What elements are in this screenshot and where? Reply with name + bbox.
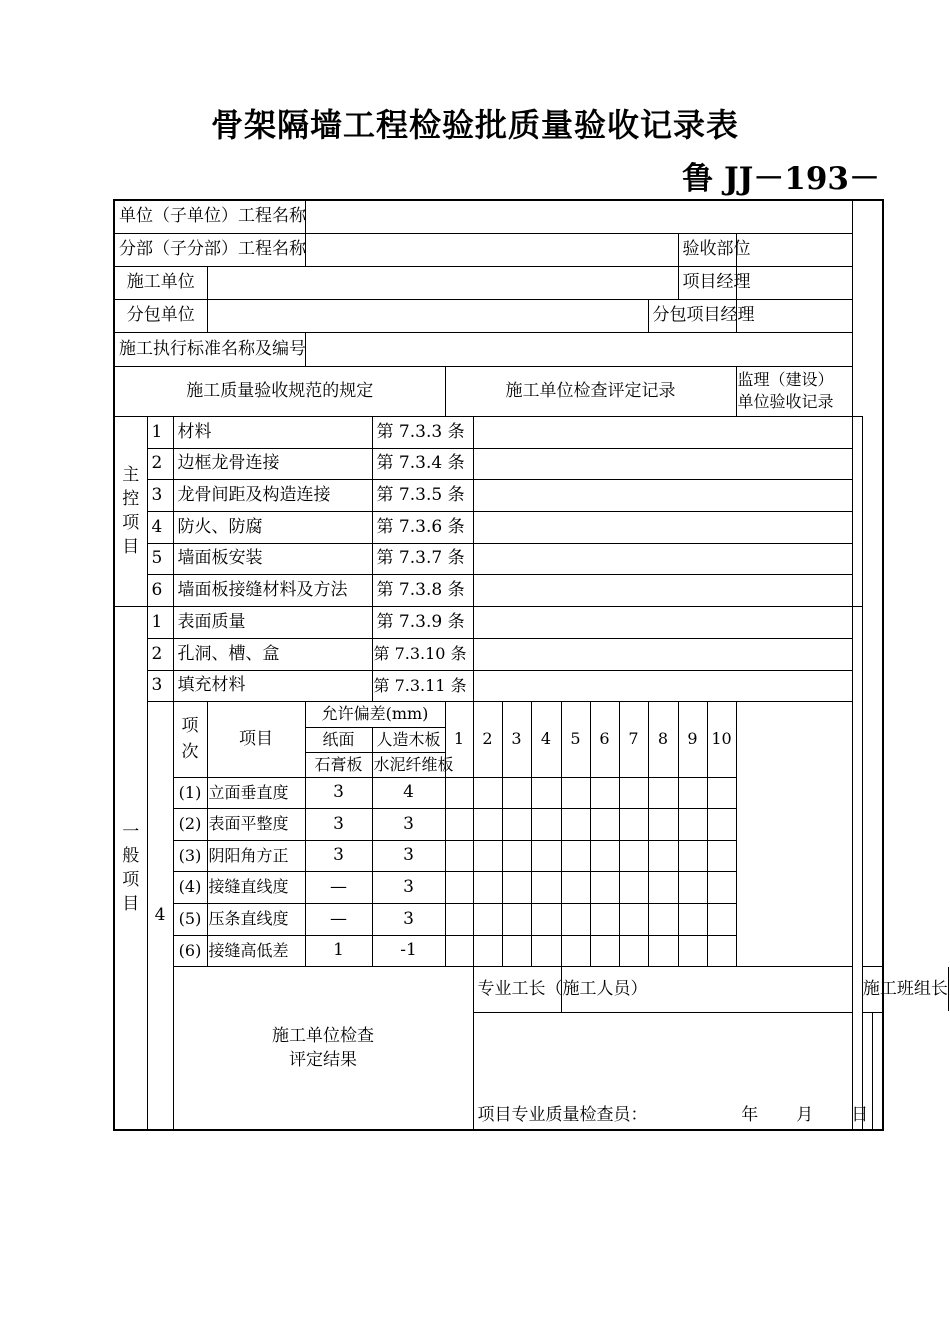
team-leader-label: 施工班组长 <box>863 967 949 1011</box>
subcontractor-field[interactable] <box>207 299 648 332</box>
day-label: 日 <box>851 1105 869 1125</box>
inspector-signature-area[interactable] <box>473 1012 873 1130</box>
measure-cell[interactable] <box>531 935 561 966</box>
main-items-group-label <box>114 416 147 606</box>
main-item-name: 防火、防腐 <box>173 511 372 543</box>
measure-cell[interactable] <box>473 935 502 966</box>
main-item-no: 3 <box>147 479 173 511</box>
measure-cell[interactable] <box>619 777 648 808</box>
main-item-name: 材料 <box>173 416 372 448</box>
form-title: 骨架隔墙工程检验批质量验收记录表 <box>210 106 739 144</box>
measure-cell[interactable] <box>473 777 502 808</box>
main-item-check-cell[interactable] <box>473 479 852 511</box>
measure-cell[interactable] <box>678 840 707 871</box>
main-item-check-cell[interactable] <box>473 416 852 448</box>
deviation-item-name: 表面平整度 <box>207 808 305 840</box>
deviation-item-name: 接缝高低差 <box>207 935 305 966</box>
measure-cell[interactable] <box>561 935 590 966</box>
deviation-seq: (3) <box>173 840 207 871</box>
main-item-no: 2 <box>147 448 173 479</box>
unit-name-label: 单位（子单位）工程名称 <box>114 200 305 233</box>
measure-cell[interactable] <box>678 808 707 840</box>
main-item-clause: 第 7.3.8 条 <box>372 574 473 606</box>
gypsum-board-value: — <box>305 871 372 903</box>
main-item-clause: 第 7.3.6 条 <box>372 511 473 543</box>
result-label-line1: 施工单位检查 <box>272 1025 374 1046</box>
measure-cell[interactable] <box>648 935 678 966</box>
gypsum-board-value: 3 <box>305 808 372 840</box>
main-item-no: 6 <box>147 574 173 606</box>
measure-cell[interactable] <box>445 808 473 840</box>
point-heading: 5 <box>561 701 590 777</box>
general-item-check-cell[interactable] <box>473 670 852 701</box>
deviation-item-name: 阴阳角方正 <box>207 840 305 871</box>
general-item-check-cell[interactable] <box>473 638 852 670</box>
measure-cell[interactable] <box>678 903 707 935</box>
measure-cell[interactable] <box>707 903 736 935</box>
deviation-item-name: 接缝直线度 <box>207 871 305 903</box>
result-label-line2: 评定结果 <box>289 1049 357 1070</box>
deviation-seq: (6) <box>173 935 207 966</box>
measure-cell[interactable] <box>648 903 678 935</box>
spec-column-heading: 施工质量验收规范的规定 <box>114 366 445 416</box>
subdivision-name-field[interactable] <box>305 233 678 266</box>
measure-cell[interactable] <box>648 777 678 808</box>
acceptance-part-field[interactable] <box>736 233 852 266</box>
general-item-clause: 第 7.3.10 条 <box>372 638 473 670</box>
general-items-group-label <box>114 606 147 1130</box>
gypsum-board-value: 1 <box>305 935 372 966</box>
main-item-no: 5 <box>147 543 173 574</box>
measure-cell[interactable] <box>648 840 678 871</box>
main-item-clause: 第 7.3.3 条 <box>372 416 473 448</box>
gypsum-board-heading-line2: 石膏板 <box>305 752 372 777</box>
main-item-check-cell[interactable] <box>473 574 852 606</box>
general-item-name: 表面质量 <box>173 606 372 638</box>
measure-cell[interactable] <box>473 840 502 871</box>
project-manager-label: 项目经理 <box>678 266 736 299</box>
measure-cell[interactable] <box>445 777 473 808</box>
gypsum-board-value: 3 <box>305 840 372 871</box>
main-item-name: 墙面板接缝材料及方法 <box>173 574 372 606</box>
main-item-name: 龙骨间距及构造连接 <box>173 479 372 511</box>
measure-cell[interactable] <box>590 903 619 935</box>
main-item-clause: 第 7.3.4 条 <box>372 448 473 479</box>
point-heading: 7 <box>619 701 648 777</box>
deviation-item-name: 压条直线度 <box>207 903 305 935</box>
measure-cell[interactable] <box>590 777 619 808</box>
general-item-check-cell[interactable] <box>473 606 852 638</box>
measure-cell[interactable] <box>619 840 648 871</box>
measure-cell[interactable] <box>561 808 590 840</box>
main-items-label-text: 主控项目 <box>122 465 140 557</box>
measure-cell[interactable] <box>502 777 531 808</box>
inspector-label: 项目专业质量检查员： <box>477 1105 648 1125</box>
measure-cell[interactable] <box>502 935 531 966</box>
wood-board-value: 3 <box>372 840 445 871</box>
deviation-seq: (5) <box>173 903 207 935</box>
supervision-column-heading <box>736 366 852 416</box>
main-items-supervision-cell[interactable] <box>852 416 862 606</box>
measure-cell[interactable] <box>445 935 473 966</box>
main-item-name: 边框龙骨连接 <box>173 448 372 479</box>
foreman-label: 专业工长（施工人员） <box>473 966 561 1012</box>
main-item-name: 墙面板安装 <box>173 543 372 574</box>
measure-cell[interactable] <box>531 777 561 808</box>
measure-cell[interactable] <box>707 840 736 871</box>
point-heading: 10 <box>707 701 736 777</box>
measure-cell[interactable] <box>502 903 531 935</box>
general-items-label-text: 一般项目 <box>122 821 140 914</box>
deviation-seq: (1) <box>173 777 207 808</box>
contractor-field[interactable] <box>207 266 678 299</box>
inspector-row <box>478 1105 869 1126</box>
deviation-item-name: 立面垂直度 <box>207 777 305 808</box>
main-item-check-cell[interactable] <box>473 543 852 574</box>
measure-cell[interactable] <box>473 808 502 840</box>
supervision-heading-line2: 单位验收记录 <box>737 392 834 411</box>
measure-cell[interactable] <box>473 871 502 903</box>
gypsum-board-value: — <box>305 903 372 935</box>
general-item-name: 孔洞、槽、盒 <box>173 638 372 670</box>
deviation-seq-heading <box>173 701 207 777</box>
measure-cell[interactable] <box>561 871 590 903</box>
measure-cell[interactable] <box>561 777 590 808</box>
measure-cell[interactable] <box>531 871 561 903</box>
point-heading: 2 <box>473 701 502 777</box>
measure-cell[interactable] <box>707 808 736 840</box>
measure-cell[interactable] <box>445 903 473 935</box>
form-code: 鲁 JJ－193－ <box>682 161 880 197</box>
wood-board-value: 3 <box>372 903 445 935</box>
measure-cell[interactable] <box>590 935 619 966</box>
point-heading: 6 <box>590 701 619 777</box>
main-item-check-cell[interactable] <box>473 511 852 543</box>
wood-board-heading-line2: 水泥纤维板 <box>372 752 445 777</box>
measure-cell[interactable] <box>561 903 590 935</box>
measure-cell[interactable] <box>590 871 619 903</box>
measure-cell[interactable] <box>619 871 648 903</box>
measure-cell[interactable] <box>502 808 531 840</box>
point-heading: 8 <box>648 701 678 777</box>
sub-project-manager-label: 分包项目经理 <box>648 299 736 332</box>
acceptance-part-label: 验收部位 <box>678 233 736 266</box>
contractor-label: 施工单位 <box>114 266 207 299</box>
measure-cell[interactable] <box>531 808 561 840</box>
measure-cell[interactable] <box>502 871 531 903</box>
point-heading: 3 <box>502 701 531 777</box>
subcontractor-label: 分包单位 <box>114 299 207 332</box>
main-item-clause: 第 7.3.5 条 <box>372 479 473 511</box>
standard-label: 施工执行标准名称及编号 <box>114 332 305 366</box>
wood-board-value: 4 <box>372 777 445 808</box>
wood-board-heading-line1: 人造木板 <box>372 727 445 752</box>
gypsum-board-value: 3 <box>305 777 372 808</box>
gypsum-board-heading-line1: 纸面 <box>305 727 372 752</box>
measure-cell[interactable] <box>619 903 648 935</box>
measure-cell[interactable] <box>619 808 648 840</box>
year-label: 年 <box>741 1105 759 1125</box>
measure-cell[interactable] <box>590 840 619 871</box>
general-item-no: 3 <box>147 670 173 701</box>
main-item-no: 1 <box>147 416 173 448</box>
measure-cell[interactable] <box>590 808 619 840</box>
point-heading: 1 <box>445 701 473 777</box>
unit-name-field[interactable] <box>305 200 852 233</box>
general-item-clause: 第 7.3.11 条 <box>372 670 473 701</box>
measure-cell[interactable] <box>445 840 473 871</box>
standard-field[interactable] <box>305 332 852 366</box>
measure-cell[interactable] <box>678 935 707 966</box>
team-leader-cell <box>862 966 948 1012</box>
measure-cell[interactable] <box>648 808 678 840</box>
main-item-no: 4 <box>147 511 173 543</box>
deviation-seq: (2) <box>173 808 207 840</box>
measure-cell[interactable] <box>707 871 736 903</box>
point-heading: 4 <box>531 701 561 777</box>
project-manager-field[interactable] <box>736 266 852 299</box>
date-fields <box>741 1105 868 1126</box>
general-item-no: 2 <box>147 638 173 670</box>
measure-cell[interactable] <box>531 840 561 871</box>
measure-cell[interactable] <box>648 871 678 903</box>
deviation-seq: (4) <box>173 871 207 903</box>
supervision-heading-line1: 监理（建设） <box>737 370 834 389</box>
general-item-4-no: 4 <box>147 701 173 1130</box>
measure-cell[interactable] <box>619 935 648 966</box>
measure-cell[interactable] <box>502 840 531 871</box>
measure-cell[interactable] <box>678 871 707 903</box>
measure-cell[interactable] <box>531 903 561 935</box>
general-item-no: 1 <box>147 606 173 638</box>
month-label: 月 <box>796 1105 814 1125</box>
deviation-item-heading: 项目 <box>207 701 305 777</box>
general-item-name: 填充材料 <box>173 670 372 701</box>
main-item-clause: 第 7.3.7 条 <box>372 543 473 574</box>
seq-heading-char1: 项次 <box>181 716 199 762</box>
measure-cell[interactable] <box>707 935 736 966</box>
subdivision-name-label: 分部（子分部）工程名称 <box>114 233 305 266</box>
main-item-check-cell[interactable] <box>473 448 852 479</box>
allowed-deviation-heading: 允许偏差(mm) <box>305 701 445 727</box>
wood-board-value: 3 <box>372 808 445 840</box>
contractor-result-label <box>173 966 473 1130</box>
check-column-heading: 施工单位检查评定记录 <box>445 366 736 416</box>
inspection-record-form <box>113 199 948 1131</box>
measure-cell[interactable] <box>707 777 736 808</box>
wood-board-value: -1 <box>372 935 445 966</box>
wood-board-value: 3 <box>372 871 445 903</box>
measure-cell[interactable] <box>445 871 473 903</box>
measure-cell[interactable] <box>473 903 502 935</box>
measure-cell[interactable] <box>561 840 590 871</box>
general-item-clause: 第 7.3.9 条 <box>372 606 473 638</box>
measure-cell[interactable] <box>678 777 707 808</box>
point-heading: 9 <box>678 701 707 777</box>
